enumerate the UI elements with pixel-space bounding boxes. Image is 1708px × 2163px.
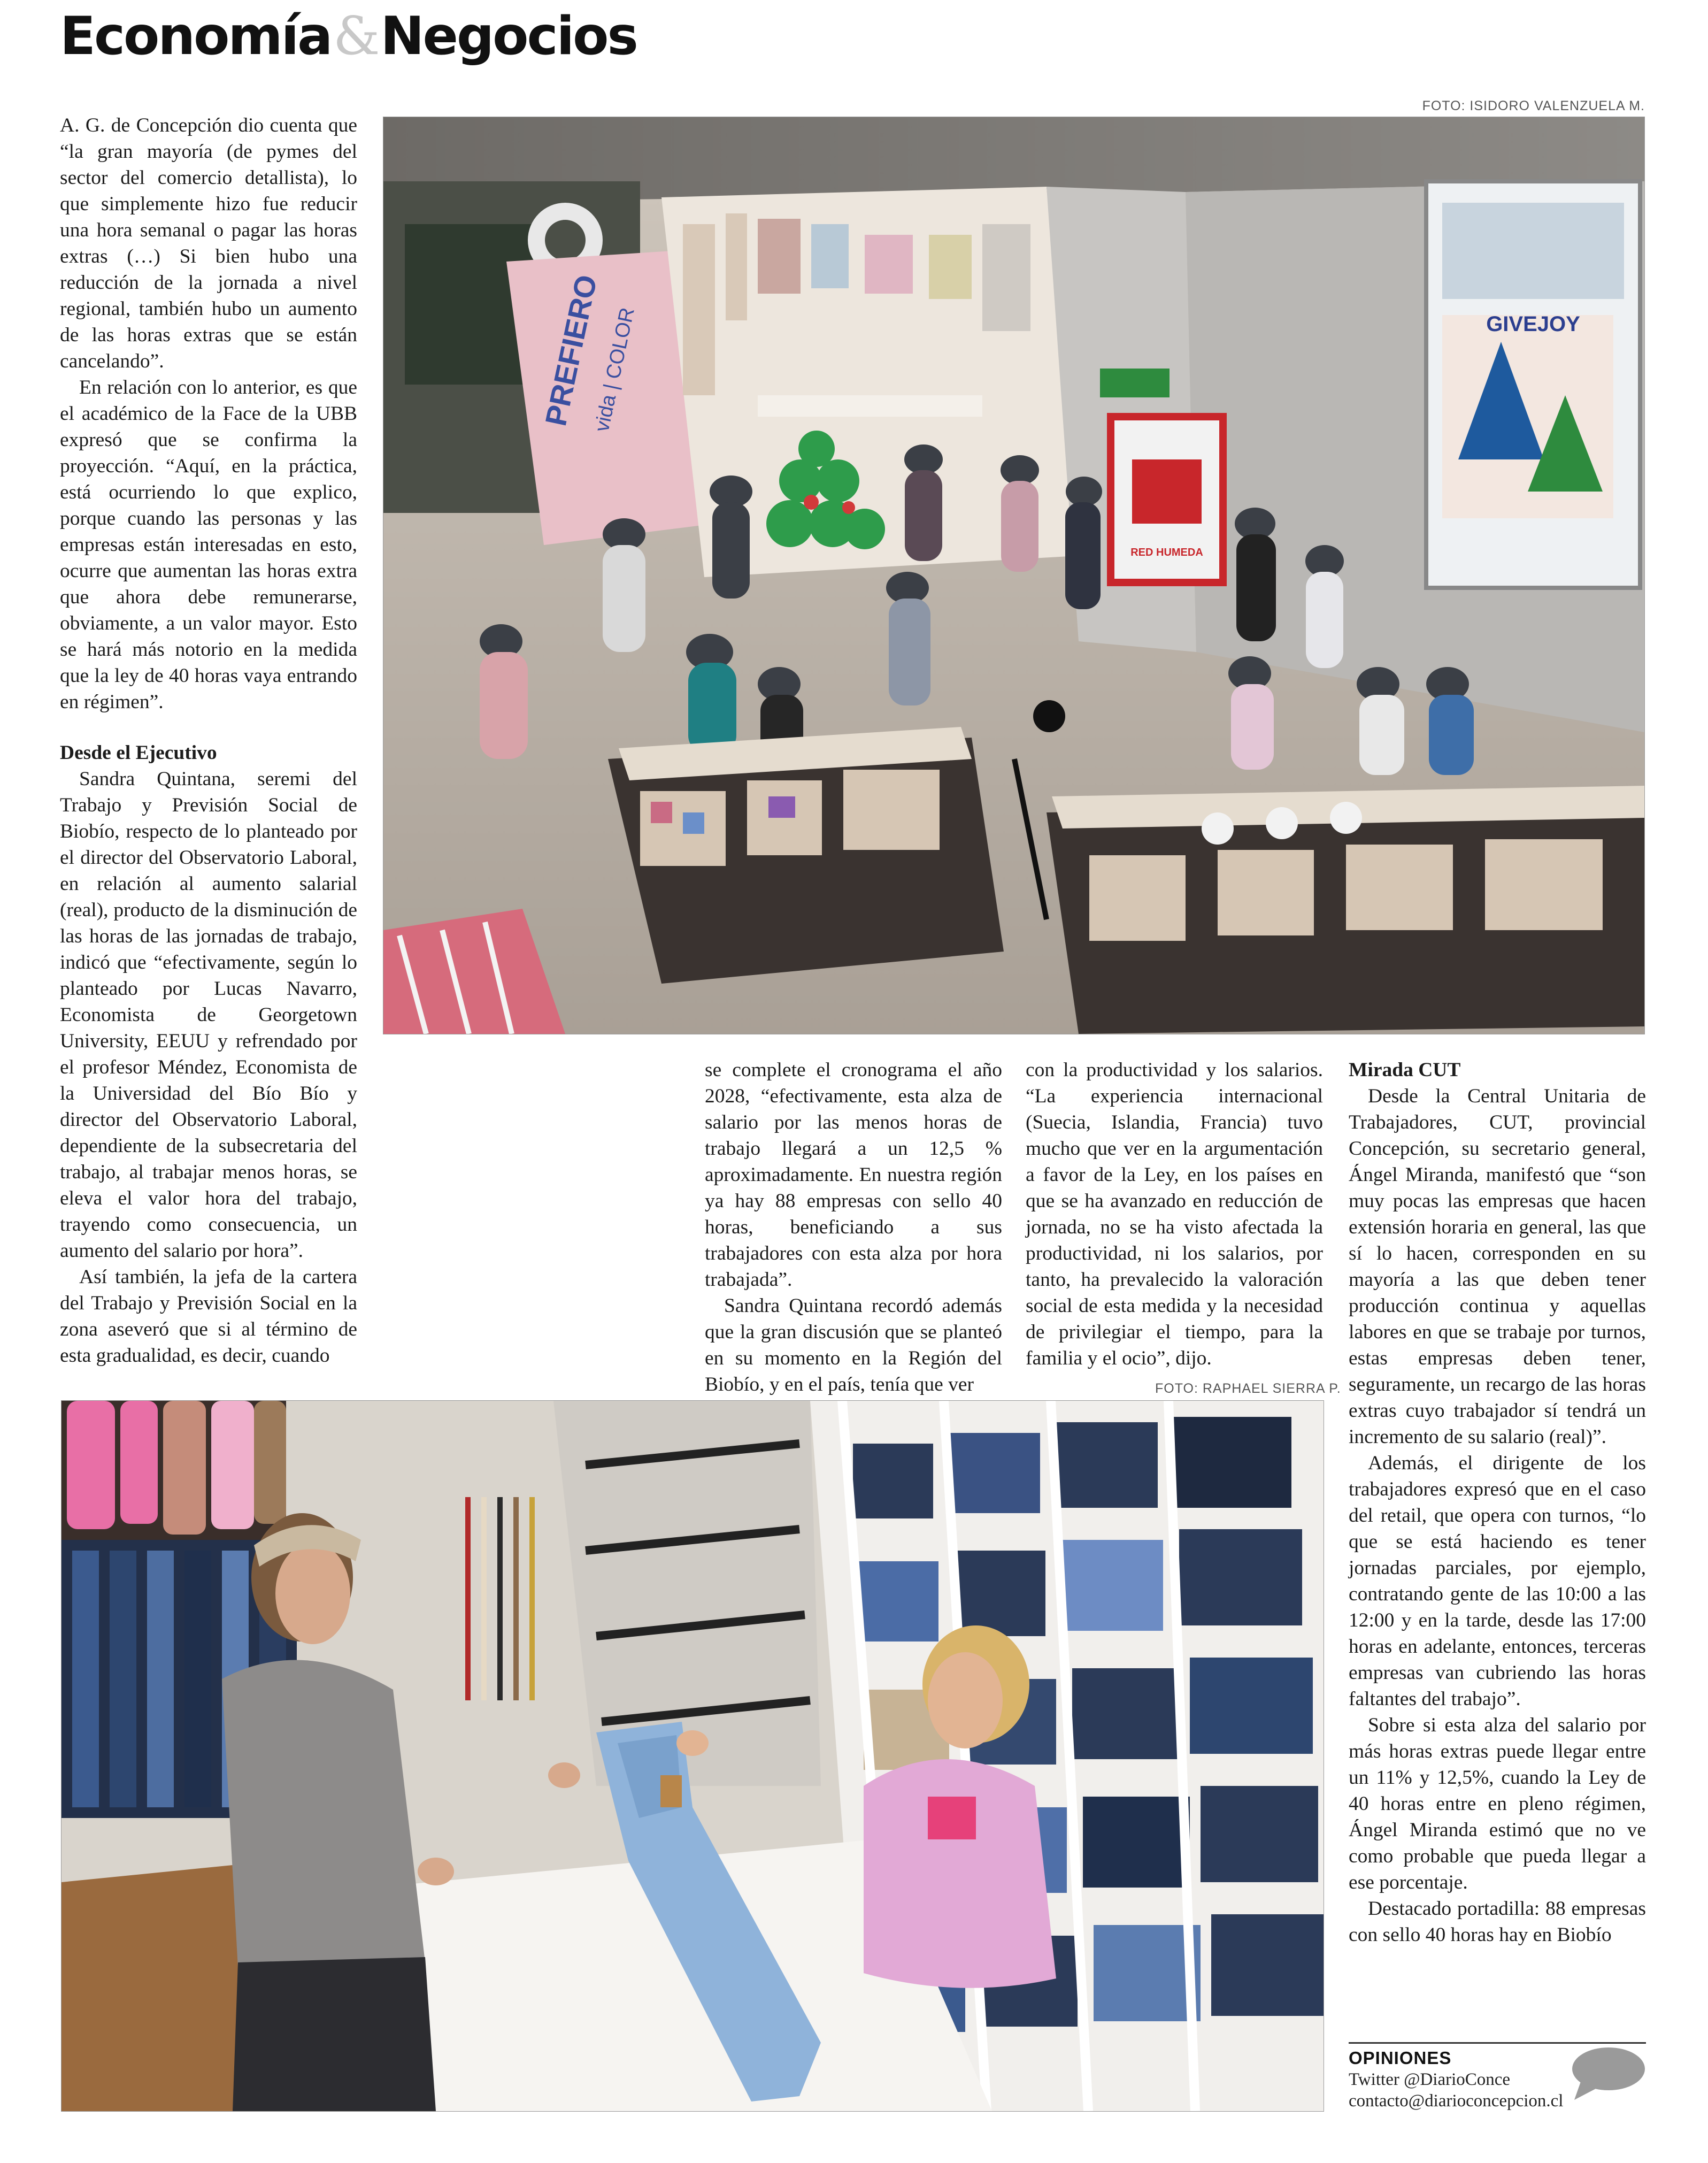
section-title-left: Economía	[60, 6, 332, 67]
opinions-label: OPINIONES	[1349, 2048, 1452, 2068]
col3-paragraph-1: con la productividad y los salarios. “La experiencia internacional (Suecia, Islandia, Francia) tuvo mucho que ver en la argumentación a favor de la Ley, en los países en que se ha avanzado en reducción de jornada, no se ha visto afectada la productividad, ni los salarios, por tanto, ha prevalecido la valoración social de esta medida y la necesidad de privilegiar el tiempo, para la familia y el ocio”, dijo.	[1026, 1059, 1323, 1369]
col2-paragraph-2: Sandra Quintana recordó además que la gran discusión que se planteó en su momento en la Región del Biobío, y en el país, tenía que ver	[705, 1295, 1002, 1395]
banner-text-prefiero: PREFIERO	[538, 272, 604, 429]
twitter-handle[interactable]: Twitter @DiarioConce	[1349, 2070, 1511, 2089]
section-title-right: Negocios	[380, 6, 637, 67]
col2-paragraph-1: se complete el cronograma el año 2028, “efectivamente, esta alza de salario por las menos horas de trabajo llegará a un 12,5 % aproximadamente. En nuestra región ya hay 88 empresas con sello 40 horas, beneficiando a sus trabajadores con esta alza por hora trabajada”.	[705, 1059, 1002, 1291]
opinions-box	[1349, 2047, 1573, 2112]
subhead-desde-el-ejecutivo: Desde el Ejecutivo	[60, 742, 217, 764]
section-title-ampersand: &	[333, 6, 379, 67]
col1-paragraph-3: Sandra Quintana, seremi del Trabajo y Previsión Social de Biobío, respecto de lo planteado por el director del Observatorio Laboral, en relación al aumento salarial (real), producto de la disminución de las horas de las jornadas de trabajo, indicó que “efectivamente, según lo planteado por Lucas Navarro, Economista de Georgetown University, EEUU y refrendado por el profesor Méndez, Economista de la Universidad del Bío Bío y director del Observatorio Laboral, dependiente de la subsecretaria del trabajo, al trabajar menos horas, se eleva el valor hora del trabajo, trayendo como consecuencia, un aumento del salario por hora”.	[60, 768, 357, 1262]
mall-store-photo	[383, 117, 1645, 1034]
contact-email[interactable]: contacto@diarioconcepcion.cl	[1349, 2091, 1564, 2111]
col1-paragraph-1: A. G. de Concepción dio cuenta que “la gran mayoría (de pymes del sector del comercio detallista), lo que simplemente hizo fue reducir una hora semanal o pagar las horas extras (…) Si bien hubo una reducción de la jornada a nivel regional, también hubo un aumento de las horas extras que se están cancelando”.	[60, 114, 357, 372]
article-column-3	[1026, 1057, 1323, 1371]
col4-paragraph-2: Además, el dirigente de los trabajadores expresó que en el caso del retail, que opera con turnos, “lo que se está haciendo es tener jornadas parciales, por ejemplo, contratando gente de las 10:00 a las 12:00 y en la tarde, desde las 17:00 horas en adelante, entonces, terceras empresas van cubriendo las horas faltantes del trabajo”.	[1349, 1452, 1646, 1710]
article-column-1	[60, 112, 357, 1369]
subhead-mirada-cut: Mirada CUT	[1349, 1059, 1461, 1081]
col1-paragraph-2: En relación con lo anterior, es que el académico de la Face de la UBB expresó que se confirma la proyección. “Aquí, en la práctica, está ocurriendo lo que explico, porque cuando las personas y las empresas están interesadas en esto, ocurre que aumentan las horas extra que ahora debe remunerarse, obviamente, a un valor mayor. Esto se hará más notorio en la medida que la ley de 40 horas vaya entrando en régimen”.	[60, 377, 357, 713]
poster-text-givejoy: GIVEJOY	[1486, 312, 1580, 336]
article-column-2	[705, 1057, 1002, 1398]
col4-paragraph-3: Sobre si esta alza del salario por más horas extras puede llegar entre un 11% y 12,5%, cuando la Ley de 40 horas entre en pleno régimen, Ángel Miranda estimó que no ve como probable que pueda llegar a ese porcentaje.	[1349, 1714, 1646, 1893]
banner-text-vida-color: vida | COLOR	[590, 305, 639, 434]
col1-paragraph-4: Así también, la jefa de la cartera del Trabajo y Previsión Social en la zona aseveró que si al término de esta gradualidad, es decir, cuando	[60, 1266, 357, 1367]
footer-divider	[1349, 2042, 1646, 2044]
sign-text-red-humeda: RED HUMEDA	[1130, 547, 1203, 558]
speech-bubble-icon	[1567, 2044, 1647, 2106]
jeans-store-photo	[61, 1400, 1324, 2112]
col4-paragraph-1: Desde la Central Unitaria de Trabajadores, CUT, provincial Concepción, su secretario general, Ángel Miranda, manifestó que “son muy pocas las empresas que hacen extensión horaria en general, las que sí lo hacen, corresponden en su mayoría a las que deben tener producción continua y aquellas labores en que se trabaje por turnos, estas empresas deben tener, seguramente, un recargo de las horas extras cuyo trabajador sí tendrá un incremento de su salario (real)”.	[1349, 1085, 1646, 1448]
photo-credit-top: FOTO: ISIDORO VALENZUELA M.	[1422, 98, 1645, 113]
photo-credit-bottom: FOTO: RAPHAEL SIERRA P.	[1155, 1381, 1341, 1396]
article-column-4	[1349, 1057, 1646, 1948]
section-title	[60, 4, 637, 68]
col4-paragraph-4: Destacado portadilla: 88 empresas con sello 40 horas hay en Biobío	[1349, 1898, 1646, 1946]
